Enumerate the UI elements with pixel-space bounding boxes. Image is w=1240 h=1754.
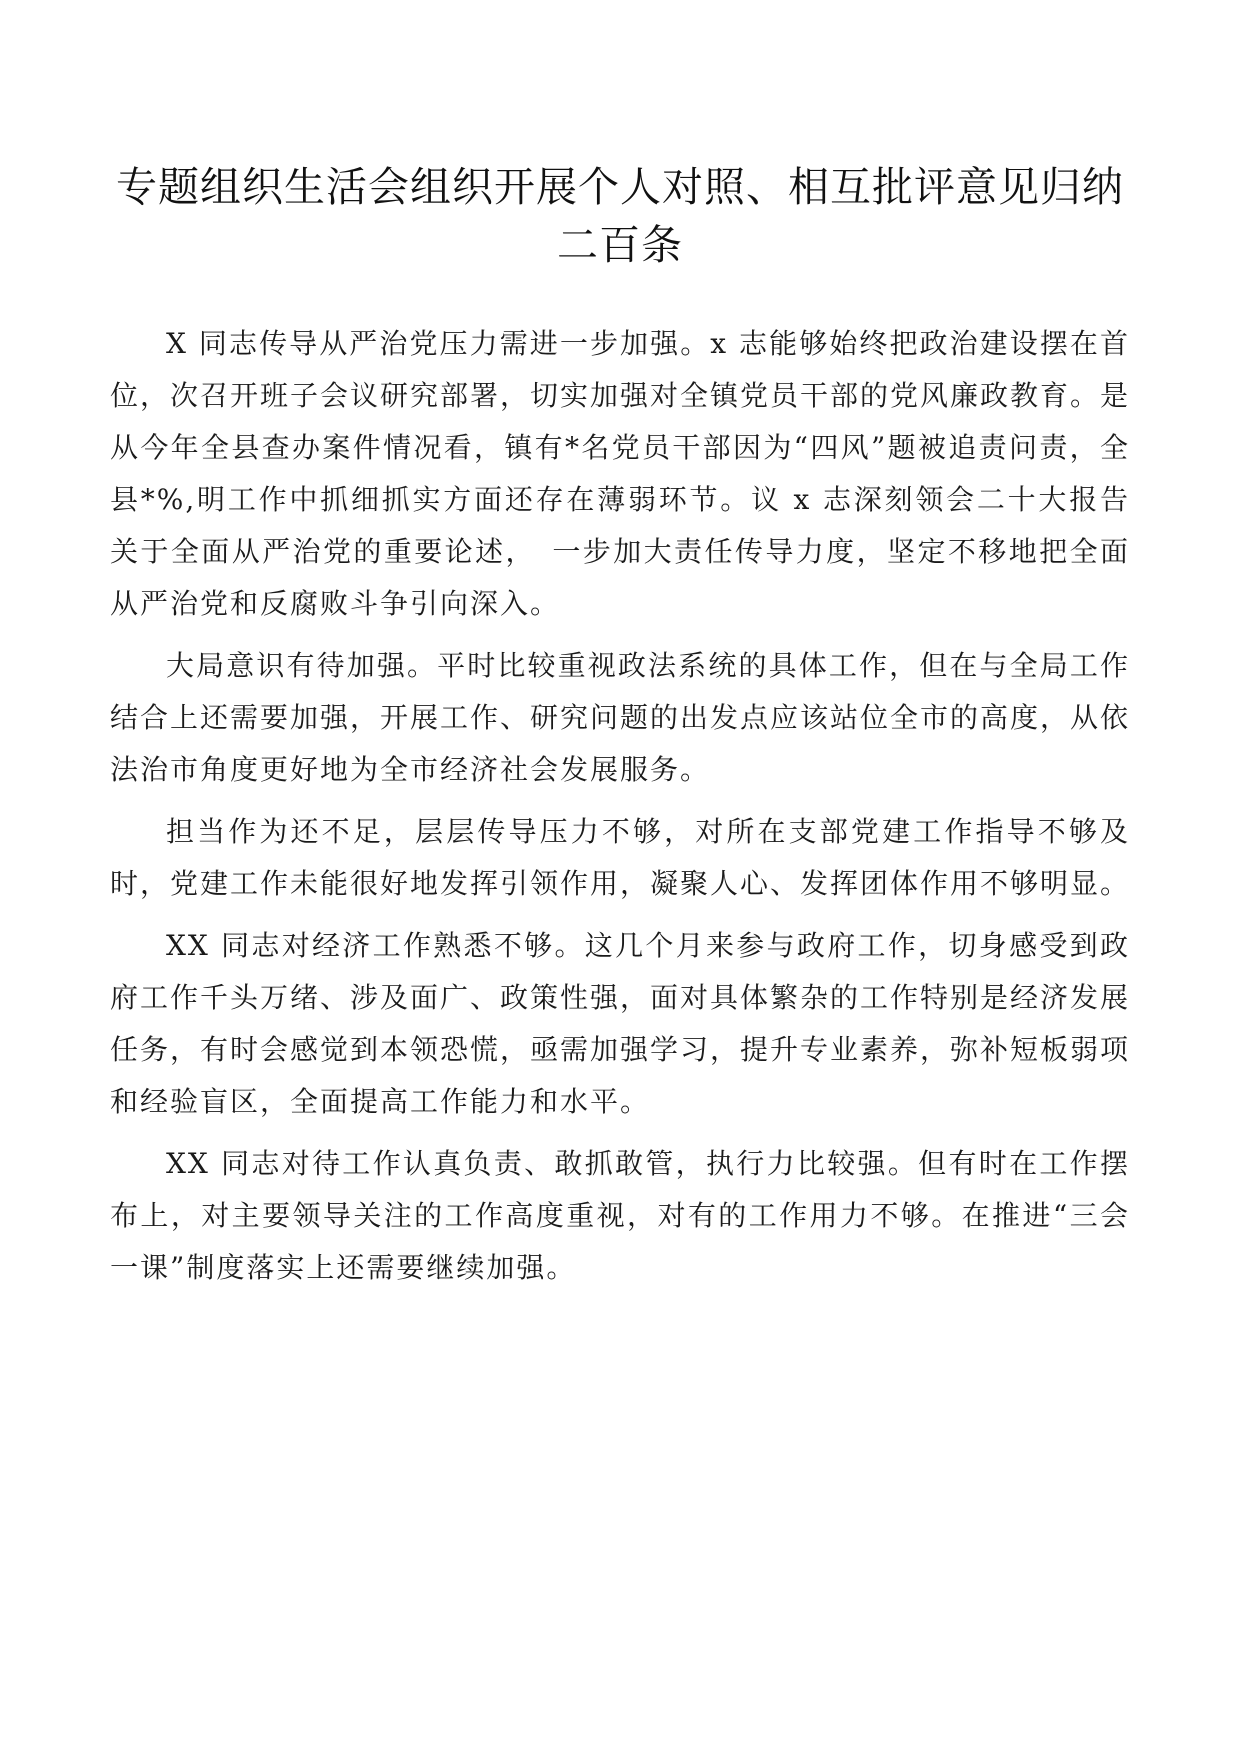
paragraph-1: X 同志传导从严治党压力需进一步加强。x 志能够始终把政治建设摆在首位，次召开班子会议研究部署，切实加强对全镇党员干部的党风廉政教育。是从今年全县查办案件情况看，镇有*名党员干部因为“四风”题被追责问责，全县*%,明工作中抓细抓实方面还存在薄弱环节。议 x 志深刻领会二十大报告关于全面从严治党的重要论述， 一步加大责任传导力度，坚定不移地把全面从严治党和反腐败斗争引向深入。: [110, 327, 1131, 620]
paragraph-3: 担当作为还不足，层层传导压力不够，对所在支部党建工作指导不够及时，党建工作未能很好地发挥引领作用，凝聚人心、发挥团体作用不够明显。: [110, 815, 1131, 900]
document-body: [110, 318, 1130, 1304]
paragraph-2: 大局意识有待加强。平时比较重视政法系统的具体工作，但在与全局工作结合上还需要加强，开展工作、研究问题的出发点应该站位全市的高度，从依法治市角度更好地为全市经济社会发展服务。: [110, 649, 1131, 786]
paragraph-4: XX 同志对经济工作熟悉不够。这几个月来参与政府工作，切身感受到政府工作千头万绪、涉及面广、政策性强，面对具体繁杂的工作特别是经济发展任务，有时会感觉到本领恐慌，亟需加强学习，提升专业素养，弥补短板弱项和经验盲区，全面提高工作能力和水平。: [110, 929, 1131, 1118]
document-title: 专题组织生活会组织开展个人对照、相互批评意见归纳二百条: [116, 163, 1124, 269]
paragraph-5: XX 同志对待工作认真负责、敢抓敢管，执行力比较强。但有时在工作摆布上，对主要领导关注的工作高度重视，对有的工作用力不够。在推进“三会一课”制度落实上还需要继续加强。: [110, 1147, 1130, 1284]
